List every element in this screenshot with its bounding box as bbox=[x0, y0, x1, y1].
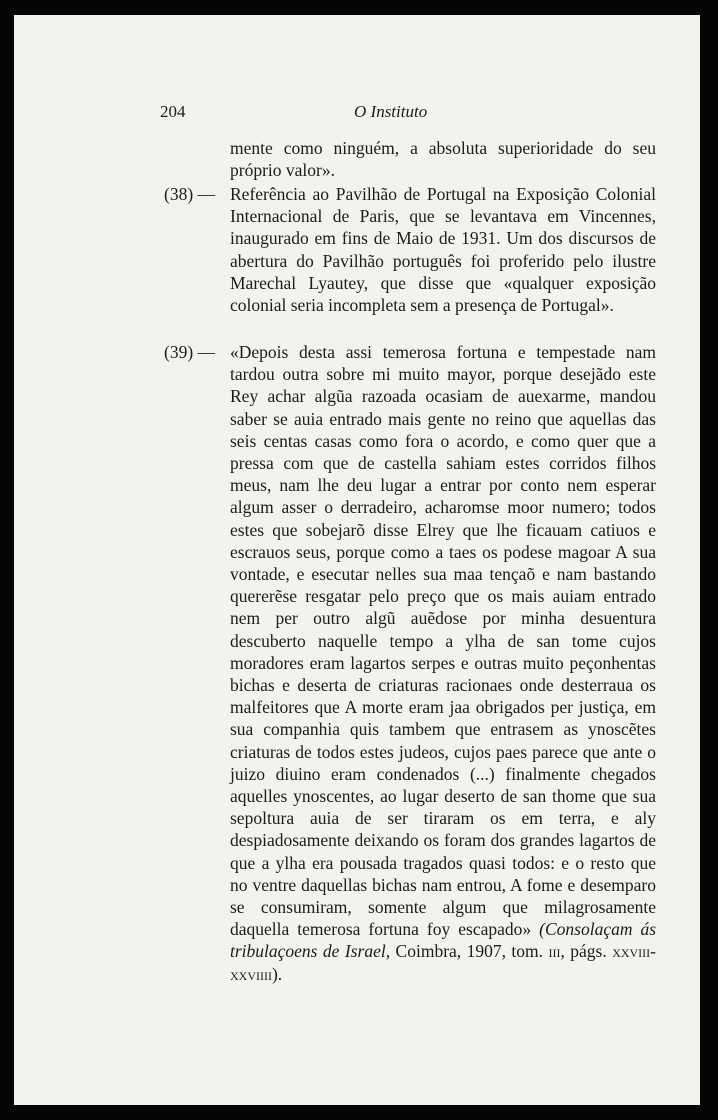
citation-pages: xxviii-xxviiii bbox=[230, 941, 657, 984]
note-38-marker: (38) — bbox=[164, 184, 216, 204]
page-header bbox=[14, 102, 700, 126]
citation-pages-label: , págs. bbox=[560, 941, 613, 962]
citation-volume: iii bbox=[548, 941, 561, 962]
running-title: O Instituto bbox=[354, 102, 428, 121]
citation-title: (Consolaçam ás tribulaçoens de Israel, bbox=[230, 919, 657, 962]
citation-close: ). bbox=[271, 963, 283, 984]
citation-place-year: Coimbra, 1907, tom. bbox=[390, 941, 549, 962]
document-page bbox=[14, 15, 700, 1105]
note-39-body bbox=[230, 341, 656, 985]
note-38-text: Referência ao Pavilhão de Portugal na Exposição Colonial Internacional de Paris, que se levantava em Vincennes, inaugurado em fins de Maio de 1931. Um dos discursos de abertura do Pavilhão português foi proferido pelo ilustre Marechal Lyautey, que disse que «qualquer exposição colonial seria incompleta sem a presença de Portugal». bbox=[230, 184, 656, 316]
page-number: 204 bbox=[160, 102, 186, 121]
note-39-quote: «Depois desta assi temerosa fortuna e tempestade nam tardou outra sobre mi muito mayor, porque desejãdo este Rey achar algũa razoada ocasiam de auexarme, mandou saber se auia entrado mais gente no reino que aquellas das seis centas casas como fora o acordo, e como quer que a pressa com que de castella sahiam estes corridos filhos meus, nam lhe deu lugar a entrar por conto nem esperar algum asser o derradeiro, acharomse moor numero; todos estes que sobejarõ disse Elrey que lhe ficauam catiuos e escrauos seus, porque como a taes os podese magoar A sua vontade, e esecutar nelles sua maa tençaõ e nam bastando quererẽse resgatar pelo preço que os mais auiam entrado nem per outro algũ auẽdose por minha desuentura descuberto naquelle tempo a ylha de san tome cujos moradores eram lagartos serpes e outras muito peçonhentas bichas e deserta de criaturas racionaes onde desterraua os malfeitores que A morte eram jaa obrigados per justiça, em sua companhia quis tambem que entrasem as ynoscẽtes criaturas de todos estes judeos, cujos paes parece que ante o juizo diuino eram condenados (...) finalmente chegados aquelles ynoscentes, ao lugar deserto de san thome que sua sepoltura auia de ser tiraram os em terra, e aly despiadosamente deixando os foram dos grandes lagartos de que a ylha era pousada tragados quasi todos: e o resto que no ventre daquellas bichas nam entrou, A fome e desemparo se consumiram, somente algum que milagrosamente daquella temerosa fortuna foy escapado» bbox=[230, 342, 656, 940]
note-39-marker: (39) — bbox=[164, 342, 216, 362]
note-continuation-text: mente como ninguém, a absoluta superioridade do seu próprio valor». bbox=[230, 138, 656, 181]
